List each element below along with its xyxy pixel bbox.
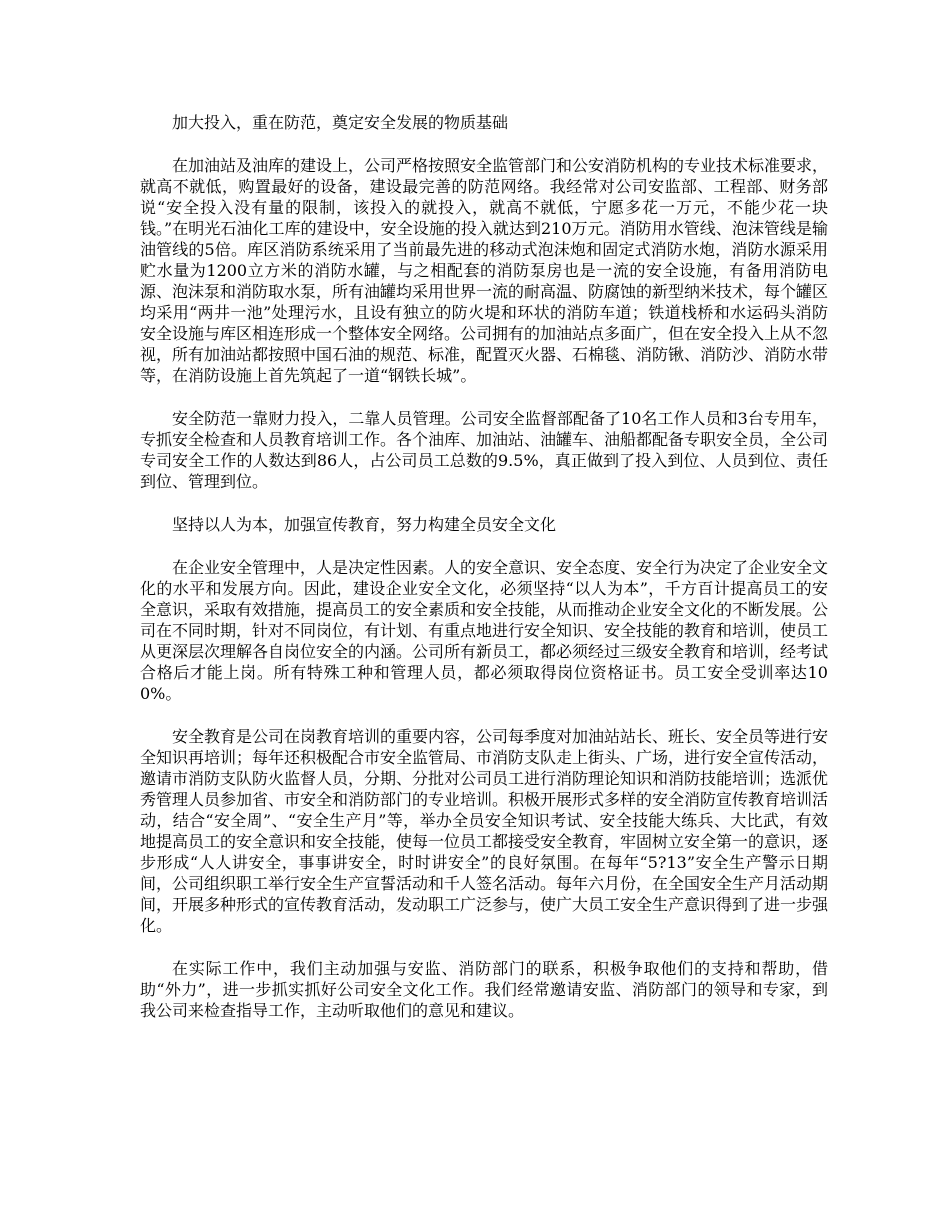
paragraph-facility-construction: 在加油站及油库的建设上，公司严格按照安全监管部门和公安消防机构的专业技术标准要求，就高不就低，购置最好的设备，建设最完善的防范网络。我经常对公司安监部、工程部、财务部说“安全投入没有量的限制，该投入的就投入，就高不就低，宁愿多花一万元，不能少花一块钱。”在明光石油化工库的建设中，安全设施的投入就达到210万元。消防用水管线、泡沫管线是输油管线的5倍。库区消防系统采用了当前最先进的移动式泡沫炮和固定式消防水炮，消防水源采用贮水量为1200立方米的消防水罐，与之相配套的消防泵房也是一流的安全设施，有备用消防电源、泡沫泵和消防取水泵，所有油罐均采用世界一流的耐高温、防腐蚀的新型纳米技术，每个罐区均采用“两井一池”处理污水，且设有独立的防火堤和环状的消防车道；铁道栈桥和水运码头消防安全设施与库区相连形成一个整体安全网络。公司拥有的加油站点多面广，但在安全投入上从不忽视，所有加油站都按照中国石油的规范、标准，配置灭火器、石棉毯、消防锹、消防沙、消防水带等，在消防设施上首先筑起了一道“钢铁长城”。 xyxy=(140,156,829,385)
section-heading-safety-culture: 坚持以人为本，加强宣传教育，努力构建全员安全文化 xyxy=(172,515,557,534)
paragraph-personnel-management: 安全防范一靠财力投入，二靠人员管理。公司安全监督部配备了10名工作人员和3台专用车，专抓安全检查和人员教育培训工作。各个油库、加油站、油罐车、油船都配备专职安全员，全公司专司安全工作的人数达到86人，占公司员工总数的9.5%，真正做到了投入到位、人员到位、责任到位、管理到位。 xyxy=(140,409,829,491)
paragraph-external-cooperation: 在实际工作中，我们主动加强与安监、消防部门的联系，积极争取他们的支持和帮助，借助“外力”，进一步抓实抓好公司安全文化工作。我们经常邀请安监、消防部门的领导和专家，到我公司来检查指导工作，主动听取他们的意见和建议。 xyxy=(140,959,828,1020)
paragraph-human-factor: 在企业安全管理中，人是决定性因素。人的安全意识、安全态度、安全行为决定了企业安全文化的水平和发展方向。因此，建设企业安全文化，必须坚持“以人为本”，千方百计提高员工的安全意识，采取有效措施，提高员工的安全素质和安全技能，从而推动企业安全文化的不断发展。公司在不同时期，针对不同岗位，有计划、有重点地进行安全知识、安全技能的教育和培训，使员工从更深层次理解各自岗位安全的内涵。公司所有新员工，都必须经过三级安全教育和培训，经考试合格后才能上岗。所有特殊工种和管理人员，都必须取得岗位资格证书。员工安全受训率达100%。 xyxy=(140,558,829,703)
document-body xyxy=(140,112,828,1043)
paragraph-safety-education: 安全教育是公司在岗教育培训的重要内容，公司每季度对加油站站长、班长、安全员等进行安全知识再培训；每年还积极配合市安全监管局、市消防支队走上街头、广场，进行安全宣传活动，邀请市消防支队防火监督人员，分期、分批对公司员工进行消防理论知识和消防技能培训；选派优秀管理人员参加省、市安全和消防部门的专业培训。积极开展形式多样的安全消防宣传教育培训活动，结合“安全周”、“安全生产月”等，举办全员安全知识考试、安全技能大练兵、大比武，有效地提高员工的安全意识和安全技能，使每一位员工都接受安全教育，牢固树立安全第一的意识，逐步形成“人人讲安全，事事讲安全，时时讲安全”的良好氛围。在每年“5?13”安全生产警示日期间，公司组织职工举行安全生产宣誓活动和千人签名活动。每年六月份，在全国安全生产月活动期间，开展多种形式的宣传教育活动，发动职工广泛参与，使广大员工安全生产意识得到了进一步强化。 xyxy=(140,727,829,935)
section-heading-investment: 加大投入，重在防范，奠定安全发展的物质基础 xyxy=(172,113,509,132)
